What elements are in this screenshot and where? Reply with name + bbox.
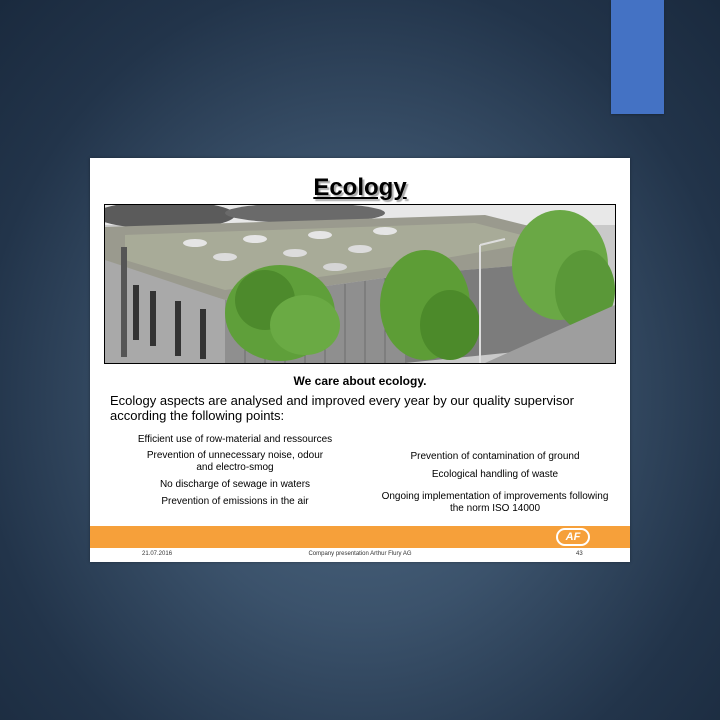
intro-text: Ecology aspects are analysed and improved every year by our quality supervisor according the following points: [110,393,574,423]
right-point-2: Ecological handling of waste [431,469,559,480]
slide-title: Ecology [313,174,407,201]
slide[interactable] [90,158,630,562]
footer-band [90,526,630,548]
building-photo [104,204,616,364]
company-logo: AF [556,528,590,546]
right-point-1: Prevention of contamination of ground [410,451,580,462]
footer-page: 43 [576,551,583,557]
left-point-4: Prevention of emissions in the air [161,496,309,507]
slide-subtitle: We care about ecology. [293,374,427,388]
left-point-1: Efficient use of row-material and ressources [137,434,333,445]
accent-tab [611,0,664,114]
right-point-3: Ongoing implementation of improvements following the norm ISO 14000 [381,491,609,514]
left-point-2: Prevention of unnecessary noise, odour and electro-smog [146,450,324,473]
footer-center: Company presentation Arthur Flury AG [308,551,412,557]
footer-date: 21.07.2016 [142,551,173,557]
left-point-3: No discharge of sewage in waters [159,479,311,490]
